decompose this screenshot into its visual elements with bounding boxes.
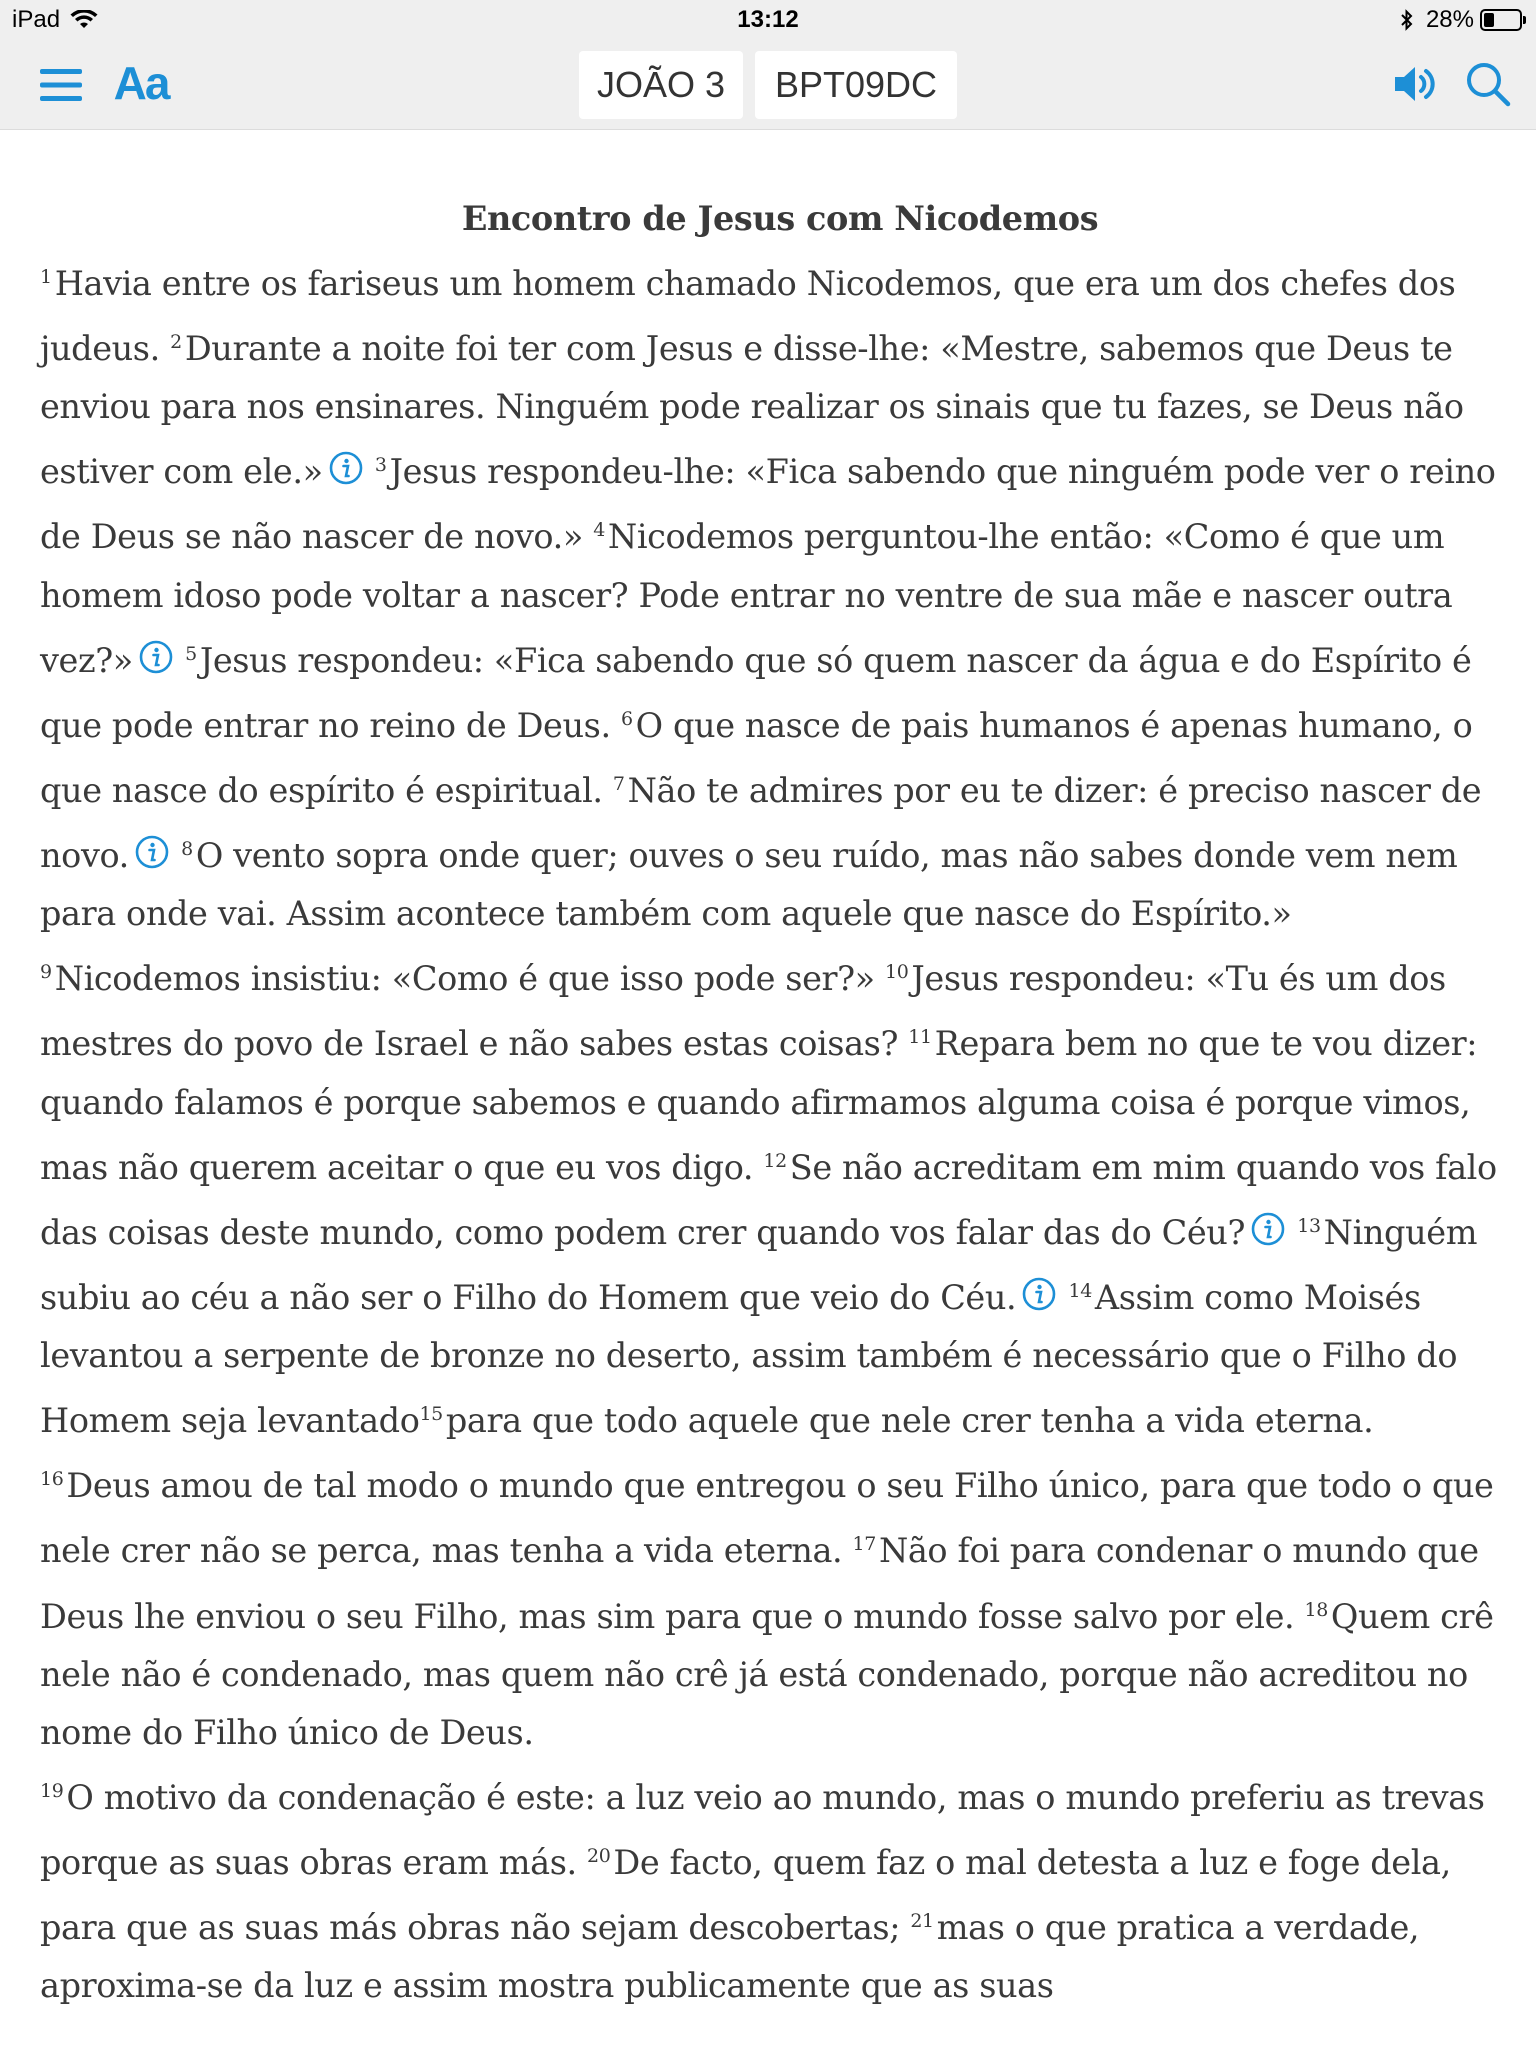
verse-number[interactable]: 21 — [910, 1909, 934, 1932]
verse-text[interactable]: Nicodemos perguntou-lhe então: «Como é que um homem idoso pode voltar a nascer? Pode entrar no ventre de sua mãe e nascer outra vez?» — [40, 517, 1453, 680]
verse-text[interactable]: O que nasce de pais humanos é apenas humano, o que nasce do espírito é espiritual. — [40, 705, 1473, 811]
version-selector[interactable] — [755, 51, 957, 119]
search-button[interactable] — [1462, 58, 1514, 110]
verse-number[interactable]: 18 — [1304, 1598, 1328, 1621]
paragraph — [40, 248, 1500, 943]
verse-text[interactable]: Jesus respondeu: «Fica sabendo que só quem nascer da água e do Espírito é que pode entrar no reino de Deus. — [40, 640, 1472, 745]
verse-text[interactable]: O motivo da condenação é este: a luz veio ao mundo, mas o mundo preferiu as trevas porque as suas obras eram más. — [40, 1777, 1485, 1882]
font-size-icon: Aa — [113, 57, 169, 109]
verse-number[interactable]: 17 — [852, 1533, 876, 1556]
verse-text[interactable]: O vento sopra onde quer; ouves o seu ruído, mas não sabes donde vem nem para onde vai. Assim acontece também com aquele que nasce do Espírito.» — [40, 836, 1458, 934]
paragraph — [40, 1762, 1500, 2015]
verse-text[interactable]: Ninguém subiu ao céu a não ser o Filho do Homem que veio do Céu. — [40, 1212, 1478, 1318]
verse-text[interactable]: Assim como Moisés levantou a serpente de bronze no deserto, assim também é necessário que o Filho do Homem seja levantado — [40, 1278, 1458, 1441]
battery-percent: 28% — [1425, 6, 1474, 33]
device-name: iPad — [12, 6, 61, 33]
verse-text[interactable]: Não foi para condenar o mundo que Deus lhe enviou o seu Filho, mas sim para que o mundo fosse salvo por ele. — [40, 1531, 1479, 1636]
speaker-icon — [1393, 64, 1439, 104]
verse-text[interactable]: Jesus respondeu: «Tu és um dos mestres do povo de Israel e não sabes estas coisas? — [40, 959, 1446, 1064]
font-settings-button[interactable] — [106, 58, 176, 108]
verse-number[interactable]: 19 — [40, 1779, 64, 1802]
verse-text[interactable]: Durante a noite foi ter com Jesus e disse-lhe: «Mestre, sabemos que Deus te enviou para nos ensinares. Ninguém pode realizar os sinais que tu fazes, se Deus não estiver com ele.» — [40, 329, 1464, 492]
battery-icon — [1480, 9, 1522, 31]
verse-number[interactable]: 11 — [908, 1026, 932, 1049]
book-chapter-label: JOÃO 3 — [596, 64, 726, 105]
verse-text[interactable]: De facto, quem faz o mal detesta a luz e foge dela, para que as suas más obras não sejam descobertas; — [40, 1842, 1451, 1948]
verse-number[interactable]: 7 — [612, 772, 625, 795]
hamburger-menu-icon — [40, 68, 82, 102]
verse-text[interactable]: Quem crê nele não é condenado, mas quem não crê já está condenado, porque não acreditou no nome do Filho único de Deus. — [40, 1596, 1494, 1752]
verse-number[interactable]: 13 — [1297, 1214, 1321, 1237]
verse-number[interactable]: 16 — [40, 1468, 64, 1491]
verse-text[interactable]: Se não acreditam em mim quando vos falo das coisas deste mundo, como podem crer quando vos falar das do Céu? — [40, 1147, 1497, 1252]
audio-button[interactable] — [1390, 58, 1442, 110]
battery-level — [1484, 13, 1494, 27]
verse-number[interactable]: 14 — [1068, 1279, 1092, 1302]
menu-button[interactable] — [36, 64, 86, 106]
search-icon — [1465, 61, 1511, 107]
verse-text[interactable]: Não te admires por eu te dizer: é preciso nascer de novo. — [40, 771, 1482, 876]
verse-text[interactable]: mas o que pratica a verdade, aproxima-se da luz e assim mostra publicamente que as suas — [40, 1908, 1420, 2006]
verse-text[interactable]: Havia entre os fariseus um homem chamado Nicodemos, que era um dos chefes dos judeus. — [40, 264, 1456, 369]
verse-number[interactable]: 2 — [170, 331, 182, 354]
verse-text[interactable]: Nicodemos insistiu: «Como é que isso pode ser?» — [54, 959, 875, 999]
status-bar — [0, 0, 1536, 40]
verse-text[interactable]: Repara bem no que te vou dizer: quando falamos é porque sabemos e quando afirmamos alguma coisa é porque vimos, mas não querem aceitar o que eu vos digo. — [40, 1024, 1478, 1187]
verse-text[interactable]: Deus amou de tal modo o mundo que entregou o seu Filho único, para que todo o que nele crer não se perca, mas tenha a vida eterna. — [40, 1466, 1494, 1571]
bluetooth-icon — [1400, 9, 1414, 31]
verse-text[interactable]: para que todo aquele que nele crer tenha a vida eterna. — [445, 1401, 1374, 1441]
verse-number[interactable]: 12 — [763, 1149, 787, 1172]
version-label: BPT09DC — [774, 64, 938, 105]
verse-number[interactable]: 5 — [185, 642, 197, 665]
info-circle-icon[interactable] — [329, 451, 363, 485]
verse-number[interactable]: 1 — [40, 266, 52, 288]
paragraph — [40, 1450, 1500, 1761]
status-right — [1400, 6, 1522, 34]
verse-number[interactable]: 10 — [885, 961, 909, 984]
verse-number[interactable]: 4 — [593, 519, 605, 542]
info-circle-icon[interactable] — [135, 835, 169, 869]
book-chapter-selector[interactable] — [579, 51, 743, 119]
verse-number[interactable]: 6 — [620, 707, 633, 730]
verse-number[interactable]: 9 — [40, 961, 52, 984]
info-circle-icon[interactable] — [1022, 1277, 1056, 1311]
toolbar — [0, 40, 1536, 130]
info-circle-icon[interactable] — [1251, 1212, 1285, 1246]
verse-number[interactable]: 20 — [587, 1844, 611, 1867]
bible-text — [40, 190, 1500, 2015]
section-title: Encontro de Jesus com Nicodemos — [461, 199, 1099, 238]
info-circle-icon[interactable] — [139, 640, 173, 674]
paragraph — [40, 943, 1500, 1450]
clock: 13:12 — [737, 6, 799, 33]
verse-number[interactable]: 15 — [419, 1403, 443, 1426]
verse-number[interactable]: 3 — [374, 454, 387, 477]
verse-text[interactable]: Jesus respondeu-lhe: «Fica sabendo que ninguém pode ver o reino de Deus se não nascer de novo.» — [40, 452, 1496, 557]
verse-number[interactable]: 8 — [181, 838, 193, 861]
